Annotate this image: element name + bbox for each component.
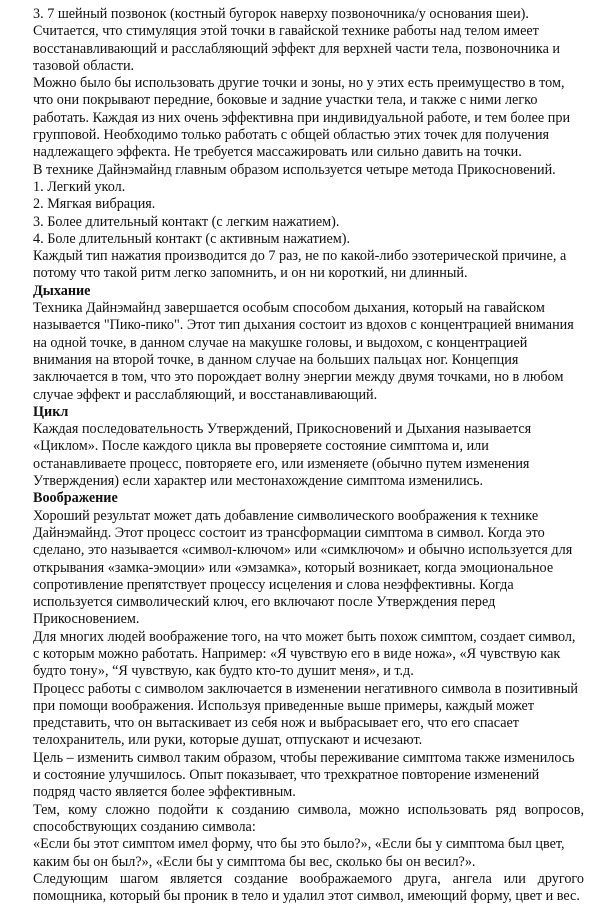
list-item: 1. Легкий укол. <box>33 178 126 195</box>
paragraph: Каждый тип нажатия производится до 7 раз, не по какой-либо эзотерической причине, а потому что такой ритм легко запомнить, и он ни короткий, ни длинный. <box>33 248 567 282</box>
paragraph: Техника Дайнэмайнд завершается особым способом дыхания, который на гавайском называется "Пико-пико". Этот тип дыхания состоит из вдохов с концентрацией внимания на одной точке, в данном случае на макушке головы, и выдохом, с концентрацией внимания на второй точке, в данном случае на больших пальцах ног. Концепция заключается в том, что это порождает волну энергии между двумя точками, но в любом случае эффект и расслабляющий, и восстанавливающий. <box>33 300 574 403</box>
paragraph: Для многих людей воображение того, на что может быть похож симптом, создает символ, с которым можно работать. Например: «Я чувствую его в виде ножа», «Я чувствую как будто тону», “Я чувствую, как будто кто-то душит меня», и т.д. <box>33 628 576 680</box>
section-heading: Цикл <box>33 403 69 420</box>
paragraph: Тем, кому сложно подойти к созданию символа, можно использовать ряд вопросов, способствующих созданию символа: <box>33 801 584 835</box>
paragraph: Каждая последовательность Утверждений, Прикосновений и Дыхания называется «Циклом». После каждого цикла вы проверяете состояние симптома и, или останавливаете процесс, повторяете его, или изменяете (обычно путем изменения Утверждения) если характер или местонахождение симптома изменились. <box>33 421 532 490</box>
paragraph: Считается, что стимуляция этой точки в гавайской технике работы над телом имеет восстанавливающий и расслабляющий эффект для верхней части тела, позвоночника и тазовой области. <box>33 23 561 74</box>
paragraph: Следующим шагом является создание воображаемого друга, ангела или другого помощника, который бы проник в тело и удалил этот символ, имеющий форму, цвет и вес. <box>33 870 584 905</box>
paragraph: «Если бы этот симптом имел форму, что бы это было?», «Если бы у симптома был цвет, каким бы он был?», «Если бы у симптома бы вес, сколько бы он весил?». <box>33 836 565 870</box>
paragraph: Хороший результат может дать добавление символического воображения к технике Дайнэмайнд. Этот процесс состоит из трансформации симптома в символ. Когда это сделано, это называется «символ-ключом» или «симключом» и обычно используется для открывания «замка-эмоции» или «эмзамка», который возникает, когда эмоциональное сопротивление препятствует процессу исцеления и слова неэффективны. Когда используется символический ключ, его включают после Утверждения перед Прикосновением. <box>33 507 573 628</box>
list-item: 2. Мягкая вибрация. <box>33 196 156 213</box>
paragraph: Цель – изменить символ таким образом, чтобы переживание симптома также изменилось и состояние улучшилось. Опыт показывает, что трехкратное повторение изменений подряд часто является более эффективным. <box>33 749 575 801</box>
paragraph: Можно было бы использовать другие точки и зоны, но у этих есть преимущество в том, что они покрывают передние, боковые и задние участки тела, и также с ними легко работать. Каждая из них очень эффективна при индивидуальной работе, и тем более при групповой. Необходимо только работать с общей областью этих точек для получения надлежащего эффекта. Не требуется массажировать или сильно давить на точки. <box>33 75 571 161</box>
section-heading: Воображение <box>33 490 118 507</box>
paragraph: Процесс работы с символом заключается в изменении негативного символа в позитивный при помощи воображения. Используя приведенные выше примеры, каждый может представить, что он вытаскивает из себя нож и выбрасывает его, что его спасает телохранитель, или руки, которые душат, отпускают и исчезают. <box>33 680 578 749</box>
section-heading: Дыхание <box>33 282 91 299</box>
paragraph: В технике Дайнэмайнд главным образом используется четыре метода Прикосновений. <box>33 161 556 178</box>
list-item: 4. Боле длительный контакт (с активным нажатием). <box>33 230 351 247</box>
paragraph: 3. 7 шейный позвонок (костный бугорок наверху позвоночника/у основания шеи). <box>33 6 529 22</box>
list-item: 3. Более длительный контакт (с легким нажатием). <box>33 213 340 230</box>
